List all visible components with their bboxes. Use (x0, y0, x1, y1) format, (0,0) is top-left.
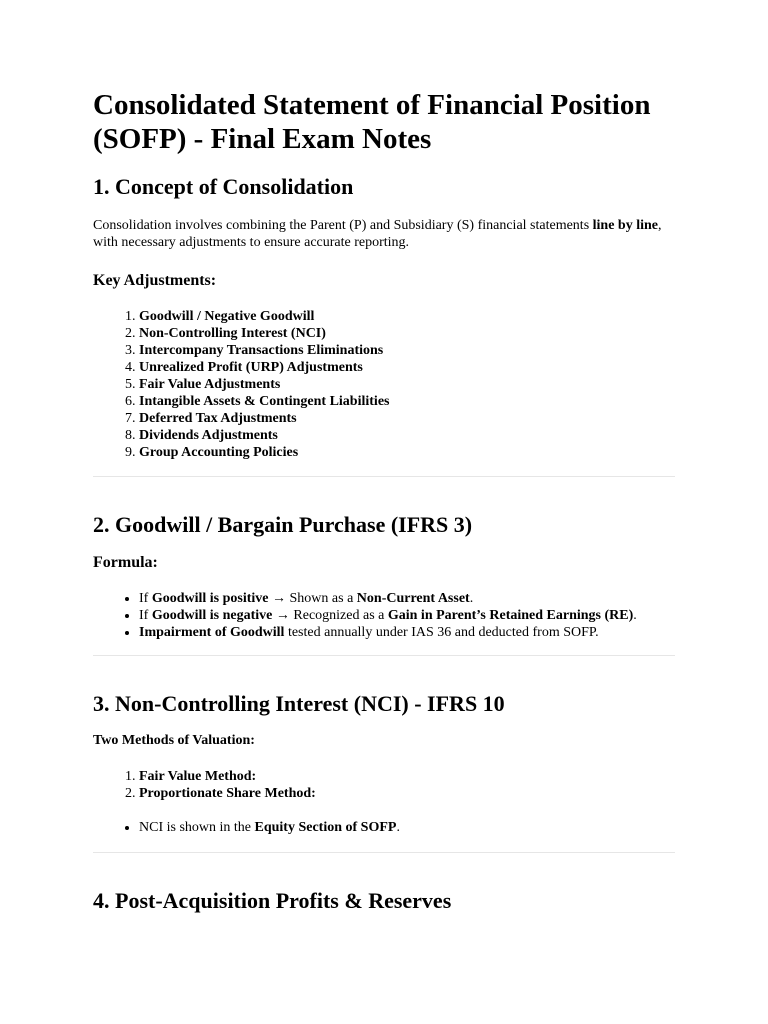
adjustment-label: Group Accounting Policies (139, 445, 299, 460)
valuation-methods-heading: Two Methods of Valuation: (93, 733, 255, 748)
list-item (139, 376, 675, 393)
list-item (139, 607, 675, 624)
list-item (139, 359, 675, 376)
bullet-bold: Gain in Parent’s Retained Earnings (RE) (387, 608, 634, 623)
intro-text-end: , with necessary adjustments to ensure accurate reporting. (93, 218, 662, 250)
adjustment-label: Intangible Assets & Contingent Liabilities (139, 394, 390, 409)
section-3-heading: 3. Non-Controlling Interest (NCI) - IFRS 10 (93, 691, 505, 716)
method-label: Proportionate Share Method: (139, 786, 316, 801)
bullet-bold: Non-Current Asset (356, 591, 470, 606)
key-adjustments-heading: Key Adjustments: (93, 272, 217, 289)
adjustment-label: Intercompany Transactions Eliminations (139, 343, 384, 358)
note-bold: Equity Section of SOFP (254, 820, 397, 835)
adjustment-label: Non-Controlling Interest (NCI) (139, 326, 326, 341)
list-item (139, 624, 675, 641)
list-item (139, 342, 675, 359)
valuation-methods-list (93, 768, 675, 802)
bullet-text: If (139, 608, 152, 623)
intro-text-bold: line by line (592, 218, 659, 233)
bullet-bold: Impairment of Goodwill (139, 625, 285, 640)
section-4-heading: 4. Post-Acquisition Profits & Reserves (93, 888, 452, 913)
list-item (139, 444, 675, 461)
bullet-bold: Goodwill is negative (151, 608, 273, 623)
bullet-text: . (633, 608, 637, 623)
note-text: . (396, 820, 400, 835)
method-label: Fair Value Method: (139, 769, 257, 784)
bullet-text: tested annually under IAS 36 and deducted from SOFP. (284, 625, 599, 640)
list-item (139, 590, 675, 607)
list-item (139, 410, 675, 427)
bullet-bold: Goodwill is positive (151, 591, 269, 606)
list-item (139, 308, 675, 325)
key-adjustments-list (93, 308, 675, 461)
adjustment-label: Deferred Tax Adjustments (139, 411, 297, 426)
consolidation-intro-paragraph (93, 217, 675, 251)
list-item (139, 393, 675, 410)
list-item (139, 785, 675, 802)
page-title: Consolidated Statement of Financial Position (SOFP) - Final Exam Notes (93, 89, 651, 155)
bullet-text: → Recognized as a (272, 608, 388, 623)
section-1-heading: 1. Concept of Consolidation (93, 174, 354, 199)
note-text: NCI is shown in the (139, 820, 255, 835)
adjustment-label: Dividends Adjustments (139, 428, 278, 443)
adjustment-label: Goodwill / Negative Goodwill (139, 309, 315, 324)
section-divider (93, 476, 675, 477)
bullet-text: . (469, 591, 474, 606)
section-divider (93, 655, 675, 656)
list-item (139, 325, 675, 342)
intro-text-start: Consolidation involves combining the Parent (P) and Subsidiary (S) financial statements (93, 218, 593, 233)
section-2-heading: 2. Goodwill / Bargain Purchase (IFRS 3) (93, 512, 473, 537)
goodwill-bullet-list (93, 590, 675, 641)
adjustment-label: Fair Value Adjustments (139, 377, 281, 392)
bullet-text: If (139, 591, 152, 606)
list-item (139, 768, 675, 785)
list-item (139, 819, 675, 836)
list-item (139, 427, 675, 444)
bullet-text: → Shown as a (268, 591, 357, 606)
nci-note-list (93, 819, 675, 836)
formula-heading: Formula: (93, 554, 158, 571)
adjustment-label: Unrealized Profit (URP) Adjustments (139, 360, 363, 375)
section-divider (93, 852, 675, 853)
